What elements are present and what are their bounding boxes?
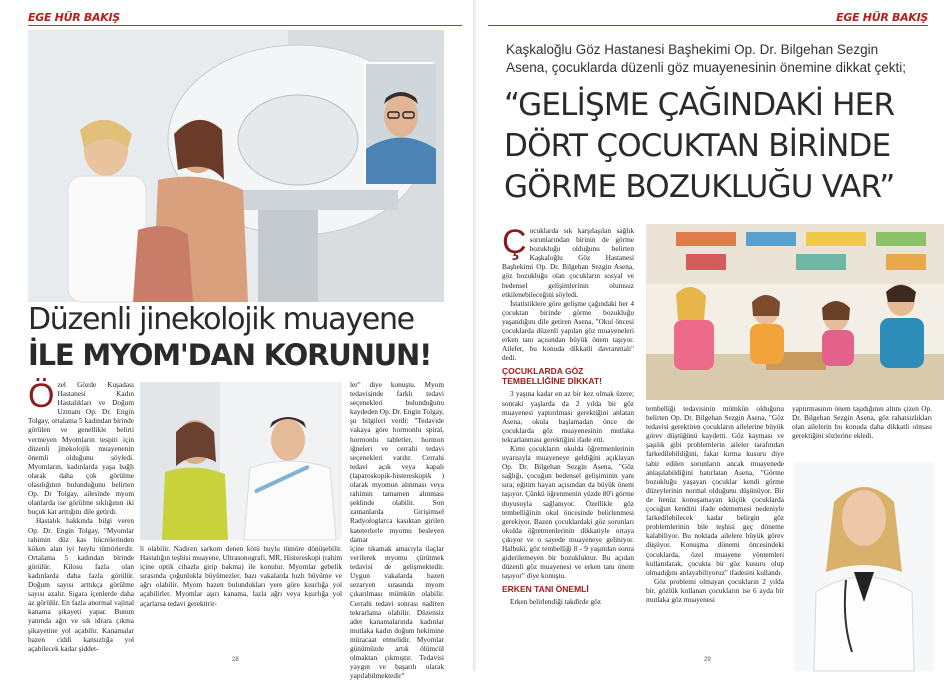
subhead-lazy-eye-line2: TEMBELLİĞİNE DİKKAT! xyxy=(502,376,602,387)
kicker-line1: Kaşkaloğlu Göz Hastanesi Başhekimi Op. Dr. Bilgehan Sezgin xyxy=(506,42,879,57)
left-col3-top: ler" diye konuştu. Myom tedavisinde farklı tedavi seçenekleri bulunduğunu kaydeden Op. Dr. Engin Tolgay, şu bilgileri verdi: "Tedavide vakaya göre hormonlu spiral, hormonlu tabletler, hormon iğneleri ve cerrahi tedavi seçenekleri vardır. Cerrahi tedavi açık veya kapalı (laparoskopik-histereskopik ) olarak myomun alınması veya rahimin tamamen alınması şeklinde olabilir. Son zamanlarda Girişimsel Radyologlarca kasıktan girilen kateterlerle myomu besleyen damar xyxy=(350,380,444,544)
subhead-lazy-eye xyxy=(502,366,634,386)
right-headline-line1: “GELİŞME ÇAĞINDAKİ HER xyxy=(504,87,895,123)
left-col1-paragraph: Hastalık hakkında bilgi veren Op. Dr. Engin Tolgay, "Myomlar rahimin düz kas hücrelerinden köken alan iyi huylu tümörlerdir. Ortalama 5 kadından birinde görülür. Kilosu fazla olan kadınlarda daha fazla görülür. Doğum sayısı arttıkça görülme sayısı azalır. Sigara içenlerde daha az görülür. En fazla anormal vajinal kanama şikayeti yapar. Bunun yanında ağrı ve sık idrara çıkma şikayetine yol açabilir. Kanamalar bazen ciddi kansızlığa yol açabilecek kadar şiddet- xyxy=(28,516,134,653)
right-col1-p5: Erken belirlendiği takdirde göz xyxy=(510,597,601,607)
children-playing-photo xyxy=(646,224,944,400)
left-column-3 xyxy=(350,380,444,544)
right-col1-p3: 3 yaşına kadar en az bir kez olmak üzere; sonraki yaşlarda da 2 yılda bir göz muayenesi yaptırılması gerektiğini anlatan Asena, okula başlamadan önce de çocuklarda göz muayenesinin mutlaka tekrarlanması gerektiğini ifade etti. xyxy=(502,389,634,444)
right-col1-p2: İstatistiklere göre gelişme çağındaki her 4 çocuktan birinde görme bozukluğu yaşandığını dile getiren Asena, "Okul öncesi çocuklarda düzenli yapılan göz muayeneleri erken tanı açısından büyük önem taşıyor. Aileler, bu konuda dikkatli davranmalı" dedi. xyxy=(502,298,634,363)
right-col1-p4: Kimi çocukların okulda öğretmenlerinin uyarısıyla muayeneye geldiğini açıklayan Op. Dr. Bilgehan Sezgin Asena, "Göz sağlığı, çocuğun bedensel gelişiminin yanı sıra; eğitim hayatı açısından da büyük önem taşıyor. Çünkü öğrenmenin yüzde 80'i görme duyusuyla sağlanıyor. Özellikle göz tembelliğinin okul öncesinde belirlenmesi gerekiyor. Bazen çocuklardaki göz sorunları okulda öğretmenlerinin dikkatiyle ortaya çıkıyor ve o sayede muayeneye geliniyor. Halbuki, göz tembelliği 8 - 9 yaşından sonra giderilemeyen bir bozukluktur. Bu açıdan düzenli göz muayenesi ve erken tanı önem taşıyor" diye konuştu. xyxy=(502,443,634,581)
left-headline-line2: İLE MYOM'DAN KORUNUN! xyxy=(28,338,432,372)
doctor-portrait xyxy=(364,62,434,182)
right-masthead xyxy=(488,6,928,26)
right-col1-intro: ocuklarda sık karşılaşılan sağlık sorunlarından birinin de görme bozukluğu olduğunu belirten Kaşkaloğlu Göz Hastanesi Başhekimi Op. Dr. Bilgehan Sezgin Asena, göz bozukluğu olan çocukların sosyal ve bedensel gelişimlerinin olumsuz etkilenebileceğini söyledi. xyxy=(502,226,634,299)
consultation-photo xyxy=(140,382,342,540)
left-col1-text: zel Gözde Kuşadası Hastanesi Kadın Hastalıkları ve Doğum Uzmanı Op. Dr. Engin Tolgay, ortalama 5 kadından birinde görülen ve genellikle belirti vermeyen Myomların tespiti için düzenli jinekolojik muayenenin önemli olduğunu söyledi. Myomların, kadınlarda yaşa bağlı olarak daha çok görülme olasılığının bulunduğunu belirten Op. Dr Tolgay, ailesinde myom olanlarda ise görülme sıklığının iki buçuk kat arttığını dile getirdi. xyxy=(28,380,134,517)
dropcap: Ö xyxy=(28,377,55,415)
left-column-3-wide xyxy=(350,544,444,680)
kicker-line2: Asena, çocuklarda düzenli göz muayenesinin önemine dikkat çekti; xyxy=(506,60,906,75)
dropcap: Ç xyxy=(502,223,527,261)
left-column-2 xyxy=(140,544,342,608)
right-col2-p2: Göz problemi olmayan çocukların 2 yılda bir, gözlük kullanan çocukların ise 6 ayda bir mutlaka göz muayenesi xyxy=(646,576,784,604)
right-page xyxy=(476,0,950,671)
right-col2-text: tembelliği tedavisinin mümkün olduğunu belirten Op. Dr. Bilgehan Sezgin Asena, "Göz tedavisi gerektiren çocukların ailelerine büyük görev düştüğünü kaydetti. Göz kayması ve şaşılık gibi problemlerin aileler tarafından farkedilebildiğini, fakat kırma kusuru diye tabir edilen sorunların ancak muayenede anlaşılabildiğini hatırlatan Asena, "Görme bozukluğu yaşayan çocuklar kendi görme düzeylerinin normal olduğunu düşünüyor. Bir de henüz konuşamayan küçük çocuklarda çocuğun kendini ifade edememesi nedeniyle farkedilebilecek kadar belirgin göz problemlerinin bile teşhisi geç döneme kalabiliyor. Bu noktada ailelere büyük görev düşüyor. Konuşma dönemi öncesindeki çocuklarda, özel muayene yöntemleri kullanılarak, çocukta bir göz kusuru olup olmadığını anlayabiliyoruz" ifadesini kullandı. xyxy=(646,404,784,577)
right-page-number: 29 xyxy=(704,657,711,663)
left-col3-bottom: içine tıkamak amacıyla ilaçlar verilerek myomu çürütmek tedavisi de gelişmektedir. Uygun vakalarda bazen sezaryen sırasında myom çıkarılması mümkün olabilir. Cerrahi tedavi sonrası nadiren tekrarlama olabilir. Düzensiz adet kanamalarında kadınlar mutlaka kadın doğum hekimine müracaat etmelidir. Myomlar günümüzde artık ölümcül olmaktan çıkmıştır. Tedavisi yaygın ve başarılı olarak yapılabilmektedir" xyxy=(350,544,444,680)
female-doctor-portrait xyxy=(794,462,934,671)
right-column-3 xyxy=(792,404,932,440)
right-headline-line2: DÖRT ÇOCUKTAN BİRİNDE xyxy=(504,128,891,164)
brand-logo: EGE HÜR BAKIŞ xyxy=(28,11,120,24)
subhead-early-diagnosis: ERKEN TANI ÖNEMLİ xyxy=(502,584,589,595)
left-column-1 xyxy=(28,377,134,653)
left-masthead xyxy=(28,6,462,26)
right-headline-line3: GÖRME BOZUKLUĞU VAR” xyxy=(504,169,895,205)
right-column-1 xyxy=(502,223,634,607)
left-page xyxy=(0,0,474,680)
right-column-2 xyxy=(646,404,784,604)
left-col2-text: li olabilir. Nadiren sarkom denen kötü huylu tümöre dönüşebilir. Hastalığın teşhisi muayene, Ultrasonografi, MR, Histereskopi (rahim içine optik cihazla girip bakma) ile konulur. Myomlar gebelik sırasında çoğunlukla büyümezler, bazı vakalarda hızlı büyüme ve ağrı olabilir. Myom bazen bulundukları yere göre kısırlığa yol açabilirler. Myomlar aşırı kanama, fazla ağrı veya kısırlığa yol açarlarsa tedavi gerektirir- xyxy=(140,544,342,608)
left-headline-line1: Düzenli jinekolojik muayene xyxy=(28,302,414,337)
brand-logo: EGE HÜR BAKIŞ xyxy=(836,11,928,24)
subhead-lazy-eye-line1: ÇOCUKLARDA GÖZ xyxy=(502,366,584,377)
right-col3-text: yaptırmasının önem taşıdığının altını çizen Op. Dr. Bilgehan Sezgin Asena, göz rahatsızlıkları olan ailelerin bu konuda daha dikkatli olması gerektiğini sözlerine ekledi. xyxy=(792,404,932,441)
left-page-number: 28 xyxy=(232,657,239,663)
